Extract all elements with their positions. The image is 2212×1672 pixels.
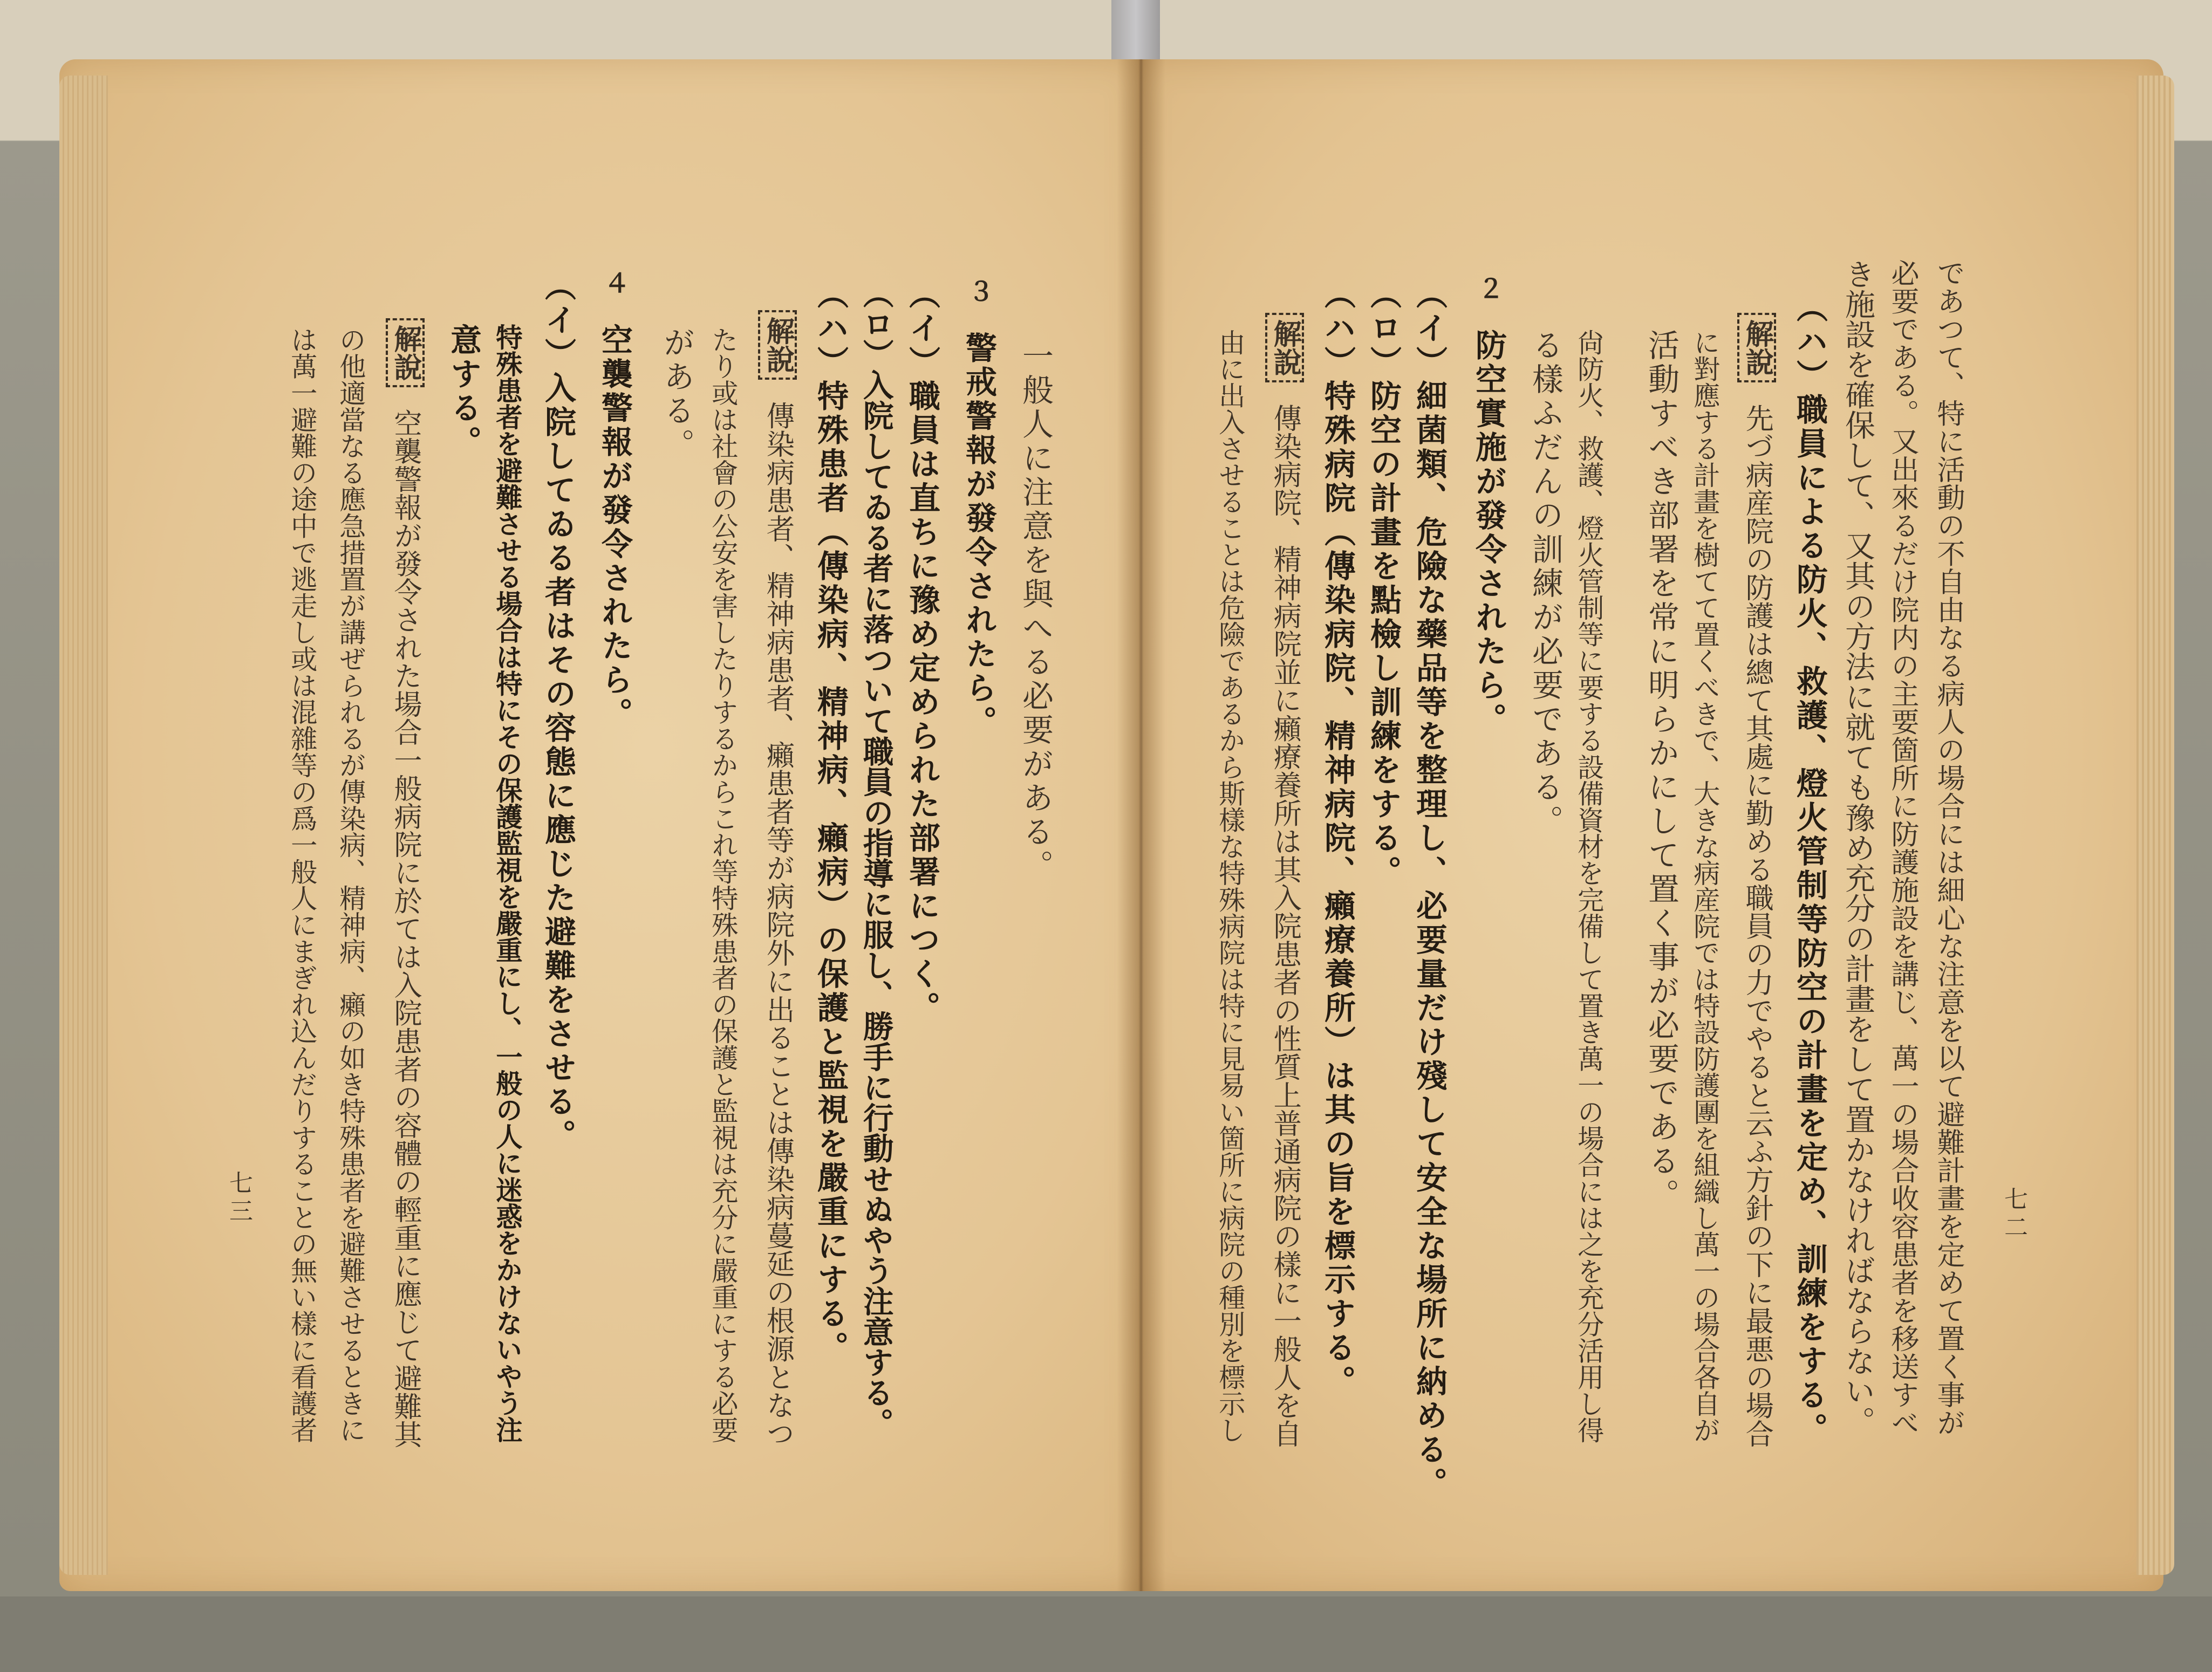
text-line: 由に出入させることは危險であるから斯樣な特殊病院は特に見易い箇所に病院の種別を標示し	[1214, 329, 1246, 1443]
commentary-line: 解說空襲警報が發令された場合一般病院に於ては入院患者の容體の輕重に應じて避難其	[386, 318, 425, 1448]
section-number: ２	[1473, 275, 1504, 301]
table-surface	[0, 1596, 2212, 1672]
text-line: 必要である。又出來るだけ院内の主要箇所に防護施設を講じ、萬一の場合收容患者を移送すべ	[1886, 259, 1919, 1437]
section-number: ３	[964, 278, 994, 304]
commentary-line: 解說先づ病産院の防護は總て其處に勤める職員の力でやると云ふ方針の下に最悪の場合	[1737, 313, 1776, 1448]
section-number: ４	[599, 270, 630, 296]
text-line: がある。	[658, 326, 695, 462]
text-line: は萬一避難の途中で逃走し或は混雜等の爲一般人にまぎれ込んだりすることの無い樣に看護者	[286, 326, 318, 1443]
heading-line: 警戒警報が發令されたら。	[960, 332, 997, 739]
heading-line: 防空實施が發令されたら。	[1470, 329, 1507, 737]
right-page-edges	[2136, 76, 2174, 1575]
page-number: 七三	[225, 1170, 252, 1226]
book-gutter	[1117, 59, 1165, 1591]
heading-line: （ハ）特殊病院（傳染病院、精神病院、癩療養所）は其の旨を標示する。	[1319, 278, 1356, 1399]
heading-line: 特殊患者を避難させる場合は特にその保護監視を嚴重にし、一般の人に迷惑をかけないやう注	[491, 324, 523, 1443]
kaisetsu-label: 解說	[1737, 313, 1776, 382]
heading-line: 空襲警報が發令されたら。	[596, 324, 633, 731]
text-line: き施設を確保して、又其の方法に就ても豫め充分の計畫をして置かなければならない。	[1840, 259, 1875, 1437]
left-page-edges	[59, 76, 108, 1575]
heading-line: （ハ）職員による防火、救護、燈火管制等防空の計畫を定め、訓練をする。	[1791, 291, 1828, 1447]
heading-line: （イ）入院してゐる者はその容態に應じた避難をさせる。	[540, 270, 576, 1153]
heading-line: （ハ）特殊患者（傳染病、精神病、癩病）の保護と監視を嚴重にする。	[812, 278, 849, 1365]
heading-line: （ロ）入院してゐる者に落ついて職員の指導に服し、勝手に行動せぬやう注意する。	[858, 278, 894, 1438]
heading-line: （イ）細菌類、危險な藥品等を整理し、必要量だけ殘して安全な場所に納める。	[1411, 278, 1448, 1501]
kaisetsu-label: 解說	[1265, 313, 1304, 382]
text-line: に對應する計畫を樹てて置くべきで、大きな病産院では特設防護團を組織し萬一の場合各自が	[1689, 329, 1721, 1443]
text-line: 尙防火、救護、燈火管制等に要する設備資材を完備して置き萬一の場合には之を充分活用し得	[1573, 329, 1605, 1443]
heading-line: 意する。	[445, 324, 482, 460]
text-line: の他適當なる應急措置が講ぜられるが傳染病、精神病、癩の如き特殊患者を避難させるときに	[335, 326, 367, 1443]
kaisetsu-label: 解說	[386, 318, 425, 387]
text-line: る樣ふだんの訓練が必要である。	[1527, 329, 1564, 839]
commentary-line: 解說傳染病患者、精神病患者、癩患者等が病院外に出ることは傳染病蔓延の根源となつ	[758, 310, 797, 1447]
text-line: であつて、特に活動の不自由なる病人の場合には細心な注意を以て避難計畫を定めて置く事が	[1931, 259, 1964, 1437]
page-number: 七二	[2000, 1187, 2027, 1243]
commentary-line: 解說傳染病院、精神病院並に癩療養所は其入院患者の性質上普通病院の樣に一般人を自	[1265, 313, 1304, 1448]
text-line: たり或は社會の公安を害したりするからこれ等特殊患者の保護と監視は充分に嚴重にする必要	[707, 326, 739, 1443]
heading-line: （ロ）防空の計畫を點檢し訓練をする。	[1365, 278, 1402, 889]
text-line: 活動すべき部署を常に明らかにして置く事が必要である。	[1643, 329, 1680, 1212]
kaisetsu-label: 解說	[758, 310, 797, 380]
heading-line: （イ）職員は直ちに豫め定められた部署につく。	[904, 278, 940, 1025]
text-line: 一般人に注意を與へる必要がある。	[1017, 340, 1054, 883]
bookmark-ribbon	[1111, 0, 1160, 59]
